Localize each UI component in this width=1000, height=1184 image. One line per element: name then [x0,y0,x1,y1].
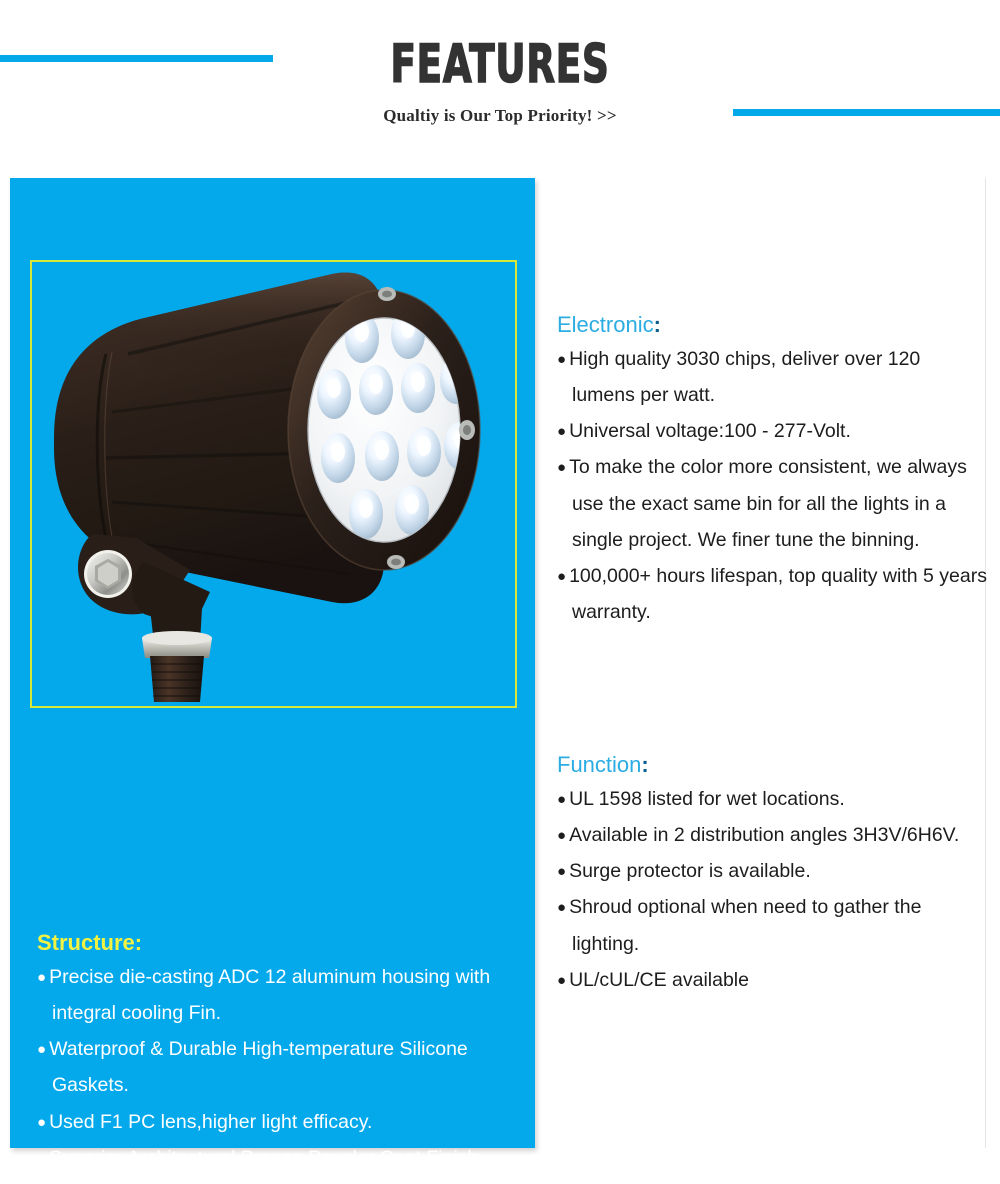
bullet-icon: ● [557,459,567,477]
function-section [557,752,987,998]
bullet-icon: ● [557,351,567,369]
list-item [37,1140,537,1176]
structure-section [37,930,537,1176]
bullet-icon: ● [37,1149,47,1167]
list-item-text: Universal voltage:100 - 277-Volt. [569,420,851,443]
list-item [557,889,987,961]
function-heading [557,752,987,777]
list-item [557,449,987,557]
list-item-text: To make the color more consistent, we always use the exact same bin for all the lights in a single project. We finer tune the binning. [569,456,967,551]
list-item-text: High quality 3030 chips, deliver over 120 lumens per watt. [569,348,921,407]
bullet-icon: ● [37,1113,47,1131]
bullet-icon: ● [557,971,567,989]
list-item-text: Shroud optional when need to gather the lighting. [569,896,922,955]
list-item-text: Available in 2 distribution angles 3H3V/6H6V. [569,824,960,847]
list-item [557,341,987,413]
list-item-text: Surge protector is available. [569,860,811,883]
list-item-text: Precise die-casting ADC 12 aluminum housing with integral cooling Fin. [49,966,491,1025]
product-image [32,262,515,706]
list-item-text: Superior Architectural Bronze Powder Coat Finish. [49,1146,484,1169]
electronic-section [557,312,987,630]
product-image-frame [30,260,517,708]
list-item-text: Waterproof & Durable High-temperature Silicone Gaskets. [49,1038,468,1097]
list-item [557,413,987,449]
function-heading-text: Function [557,752,642,777]
bullet-icon: ● [557,827,567,845]
list-item [37,1104,537,1140]
threaded-stem [150,656,204,702]
list-item [557,781,987,817]
led-flood-light-illustration [32,262,515,706]
bullet-icon: ● [37,1041,47,1059]
fixture-lens [308,318,460,542]
bullet-icon: ● [557,791,567,809]
list-item [37,1031,537,1103]
list-item [557,853,987,889]
list-item-text: 100,000+ hours lifespan, top quality with 5 years warranty. [569,564,987,623]
electronic-heading [557,312,987,337]
electronic-list [557,341,987,630]
list-item [557,817,987,853]
bullet-icon: ● [557,899,567,917]
electronic-heading-colon: : [653,312,661,337]
page-subtitle: Qualtiy is Our Top Priority! >> [383,106,617,125]
list-item-text: Used F1 PC lens,higher light efficacy. [49,1110,373,1133]
structure-heading-colon: : [134,930,143,955]
list-item [37,959,537,1031]
list-item [557,962,987,998]
function-heading-colon: : [641,752,649,777]
list-item-text: UL 1598 listed for wet locations. [569,788,845,811]
structure-heading-text: Structure [37,930,135,955]
bullet-icon: ● [37,969,47,987]
electronic-heading-text: Electronic [557,312,654,337]
bullet-icon: ● [557,863,567,881]
structure-list [37,959,537,1175]
bullet-icon: ● [557,567,567,585]
product-panel [10,178,535,1169]
list-item-text: UL/cUL/CE available [569,968,749,991]
hex-bolt [84,550,132,598]
function-list [557,781,987,997]
page-title: FEATURES [390,34,610,95]
structure-heading [37,930,537,955]
list-item [557,558,987,630]
bullet-icon: ● [557,423,567,441]
